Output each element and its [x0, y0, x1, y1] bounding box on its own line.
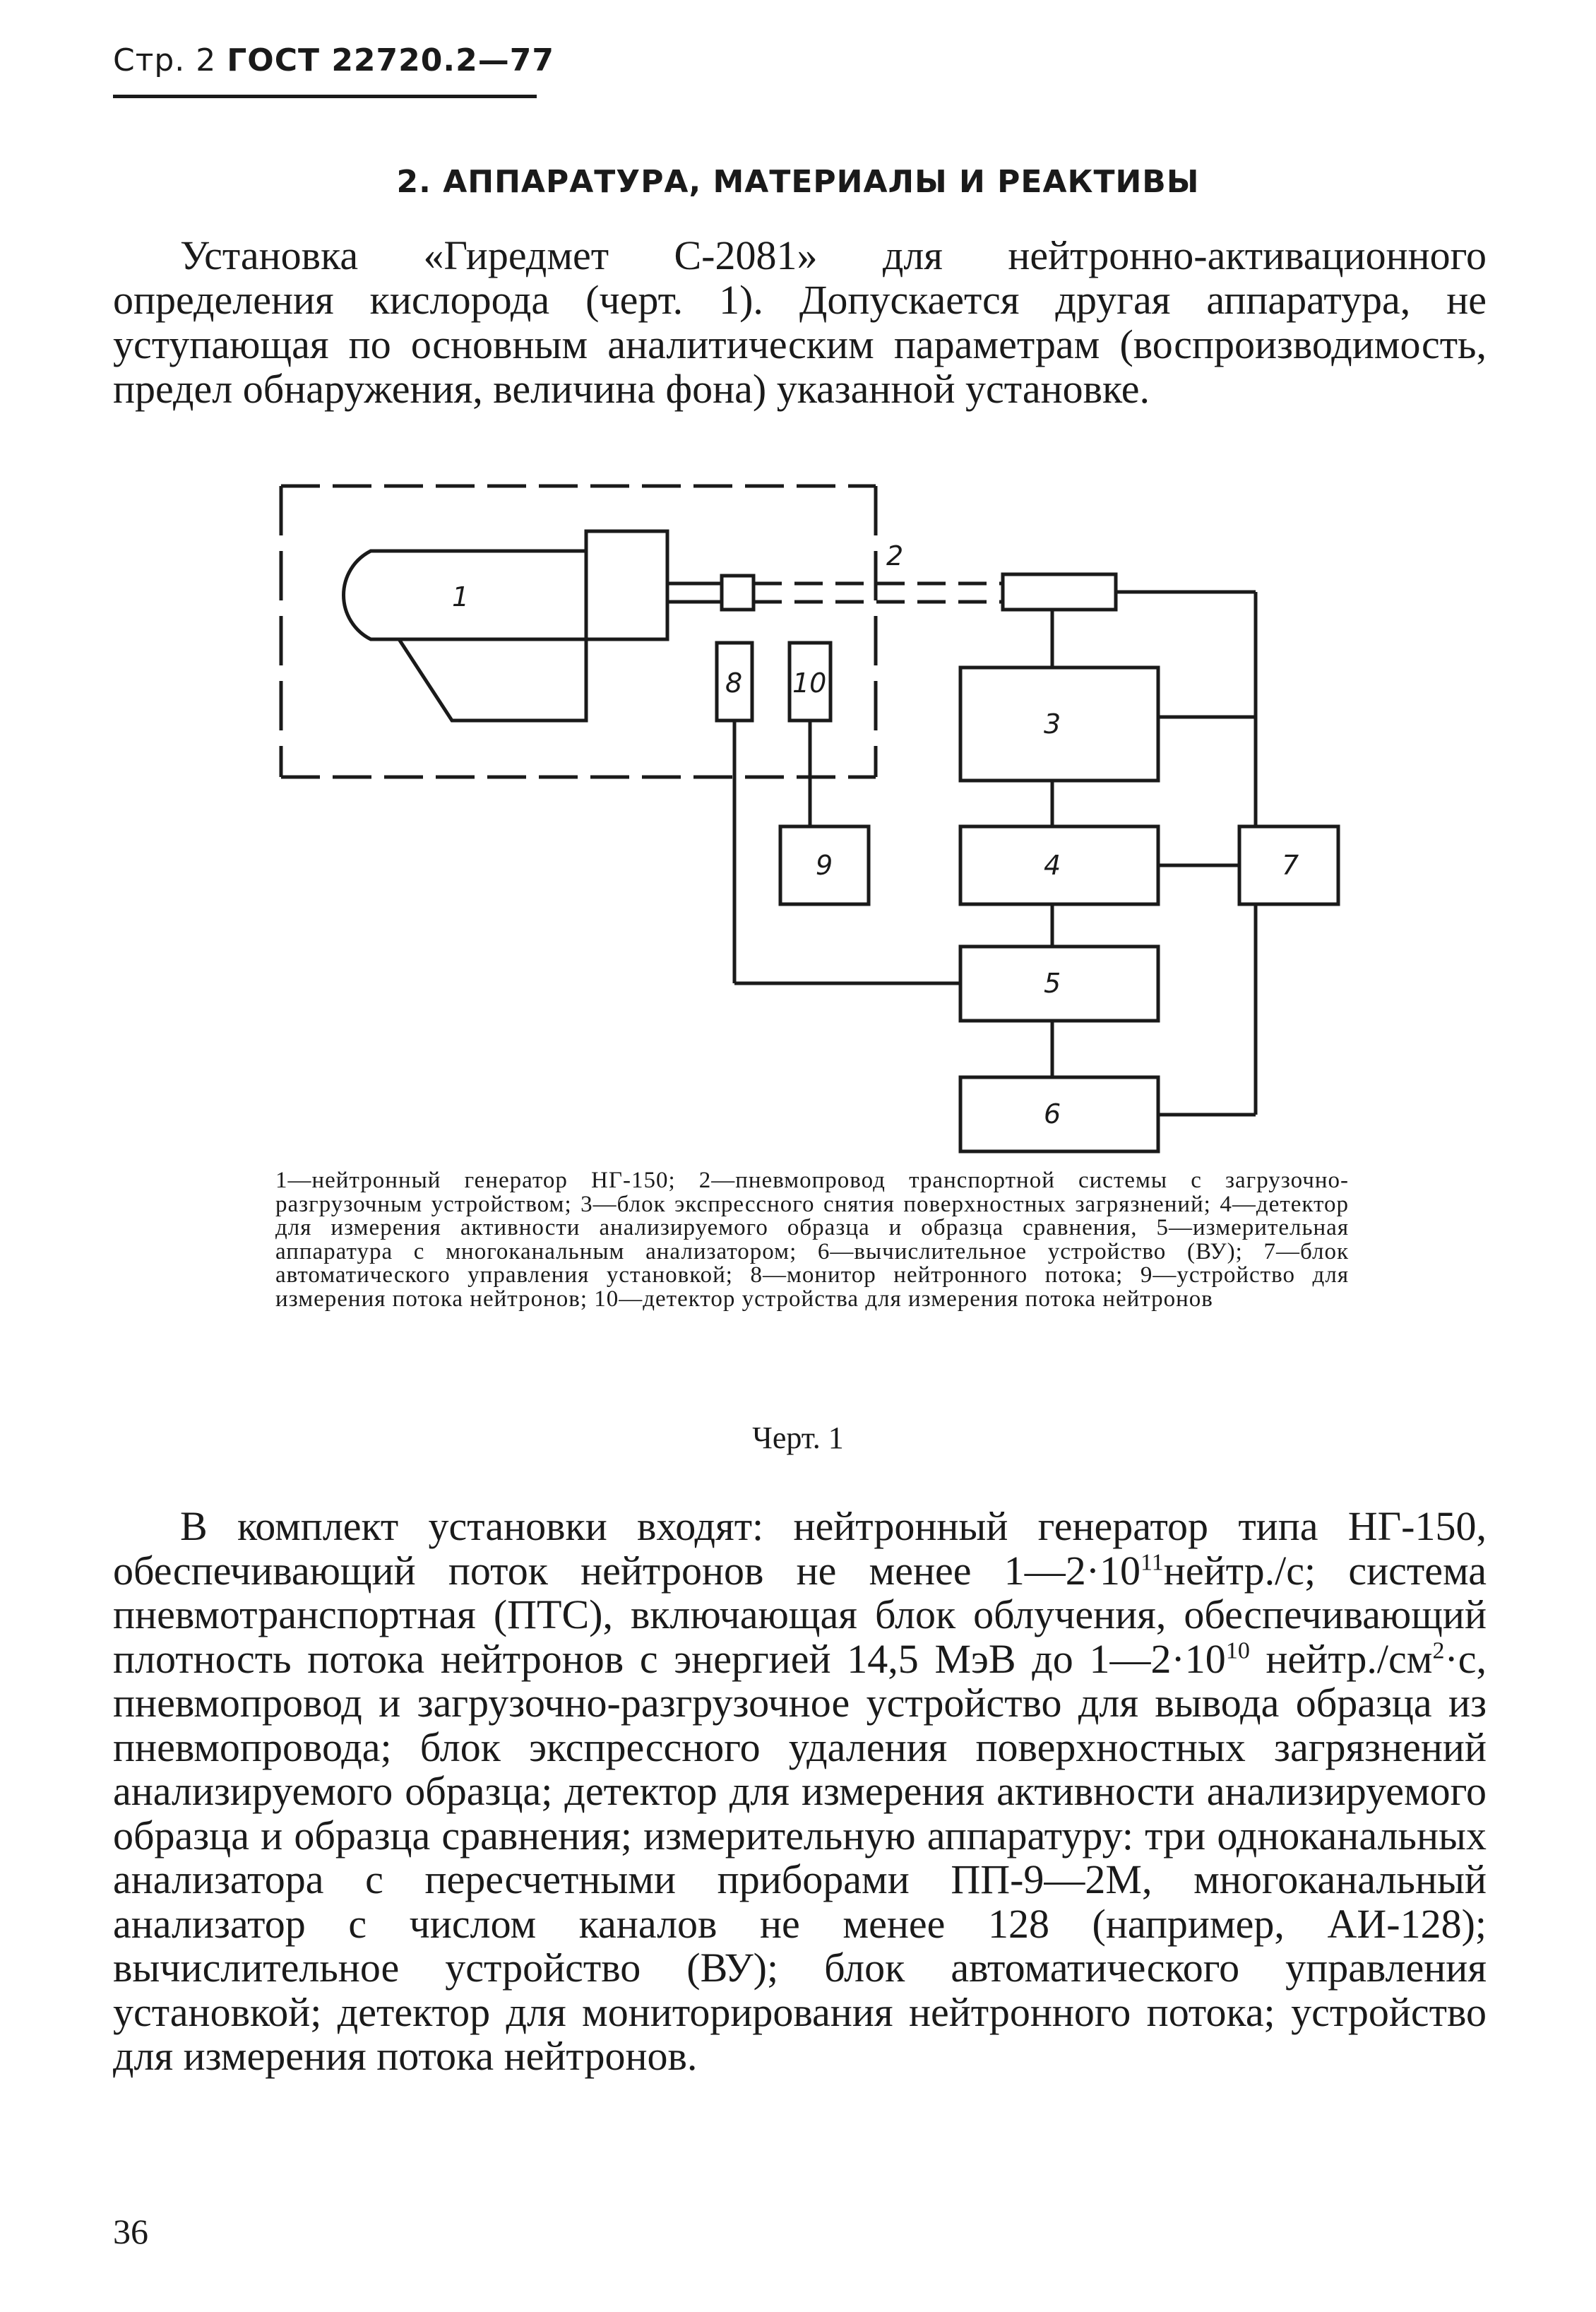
page-header: [113, 42, 554, 78]
block-2-pneumatic-line: [667, 574, 1116, 610]
block-label-9: 9: [816, 850, 833, 881]
header-rule: [113, 95, 537, 98]
block-9-flux-meter: [780, 826, 869, 904]
block-8-monitor: [717, 643, 752, 721]
block-label-1: 1: [452, 581, 470, 612]
block-5-measuring-apparatus: [960, 947, 1158, 1021]
paragraph-equipment-set: [113, 1505, 1487, 2079]
exponent-10: 10: [1225, 1637, 1250, 1664]
block-7-control-unit: [1239, 826, 1338, 904]
block-label-7: 7: [1282, 850, 1299, 881]
connection-lines: [734, 592, 1256, 1115]
block-label-5: 5: [1044, 968, 1061, 999]
paragraph-2-part-c: нейтр./см: [1249, 1635, 1433, 1682]
page-number: 36: [113, 2212, 148, 2251]
exponent-11: 11: [1141, 1549, 1164, 1576]
block-1-neutron-generator: [344, 531, 667, 721]
section-title: 2. АППАРАТУРА, МАТЕРИАЛЫ И РЕАКТИВЫ: [396, 164, 1200, 200]
block-label-4: 4: [1044, 850, 1061, 881]
block-label-8: 8: [725, 668, 743, 699]
exponent-2: 2: [1432, 1637, 1445, 1664]
dashed-enclosure: [281, 486, 876, 777]
paragraph-2-part-d: ·с, пневмопровод и загрузочно-разгрузочное устройство для вывода образца из пневмопровода; блок экспрессного удаления поверхностных загрязнений анализируемого образца; детектор для измерения активности анализируемого образца и образца сравнения; измерительную аппаратуру: три одноканальных анализатора с пересчетными приборами ПП-9—2М, многоканальный анализатор с числом каналов не менее 128 (например, АИ-128); вычислительное устройство (ВУ); блок автоматического управления установкой; детектор для мониторирования нейтронного потока; устройство для измерения потока нейтронов.: [113, 1635, 1487, 2079]
block-6-computing-device: [960, 1077, 1158, 1151]
figure-label: Черт. 1: [752, 1421, 844, 1455]
block-label-6: 6: [1044, 1098, 1061, 1130]
block-label-2: 2: [886, 540, 904, 571]
page-prefix: Стр. 2: [113, 42, 217, 78]
block-3-cleaning-unit: [960, 668, 1158, 781]
standard-number: ГОСТ 22720.2—77: [227, 42, 554, 78]
paragraph-apparatus: Установка «Гиредмет С-2081» для нейтронно-активационного определения кислорода (черт. 1). Допускается другая аппаратура, не уступающая по основным аналитическим параметрам (воспроизводимость, предел обнаружения, величина фона) указанной установке.: [113, 232, 1487, 412]
block-label-3: 3: [1044, 709, 1061, 740]
block-10-flux-detector: [790, 643, 830, 721]
paragraph-2-part-b: нейтр./с; система пневмотранспортная (ПТС), включающая блок облучения, обеспечивающий плотность потока нейтронов с энергией 14,5 МэВ до 1—2·10: [113, 1547, 1487, 1682]
block-4-activity-detector: [960, 826, 1158, 904]
paragraph-2-part-a: В комплект установки входят: нейтронный генератор типа НГ-150, обеспечивающий поток нейтронов не менее 1—2·10: [113, 1503, 1487, 1594]
block-label-10: 10: [792, 668, 827, 699]
figure-caption: 1—нейтронный генератор НГ-150; 2—пневмопровод транспортной системы с загрузочно-разгрузочным устройством; 3—блок экспрессного снятия поверхностных загрязнений; 4—детектор для измерения активности анализируемого образца и образца сравнения, 5—измерительная аппаратура с многоканальным анализатором; 6—вычислительное устройство (ВУ); 7—блок автоматического управления установкой; 8—монитор нейтронного потока; 9—устройство для измерения потока нейтронов; 10—детектор устройства для измерения потока нейтронов: [275, 1168, 1349, 1312]
